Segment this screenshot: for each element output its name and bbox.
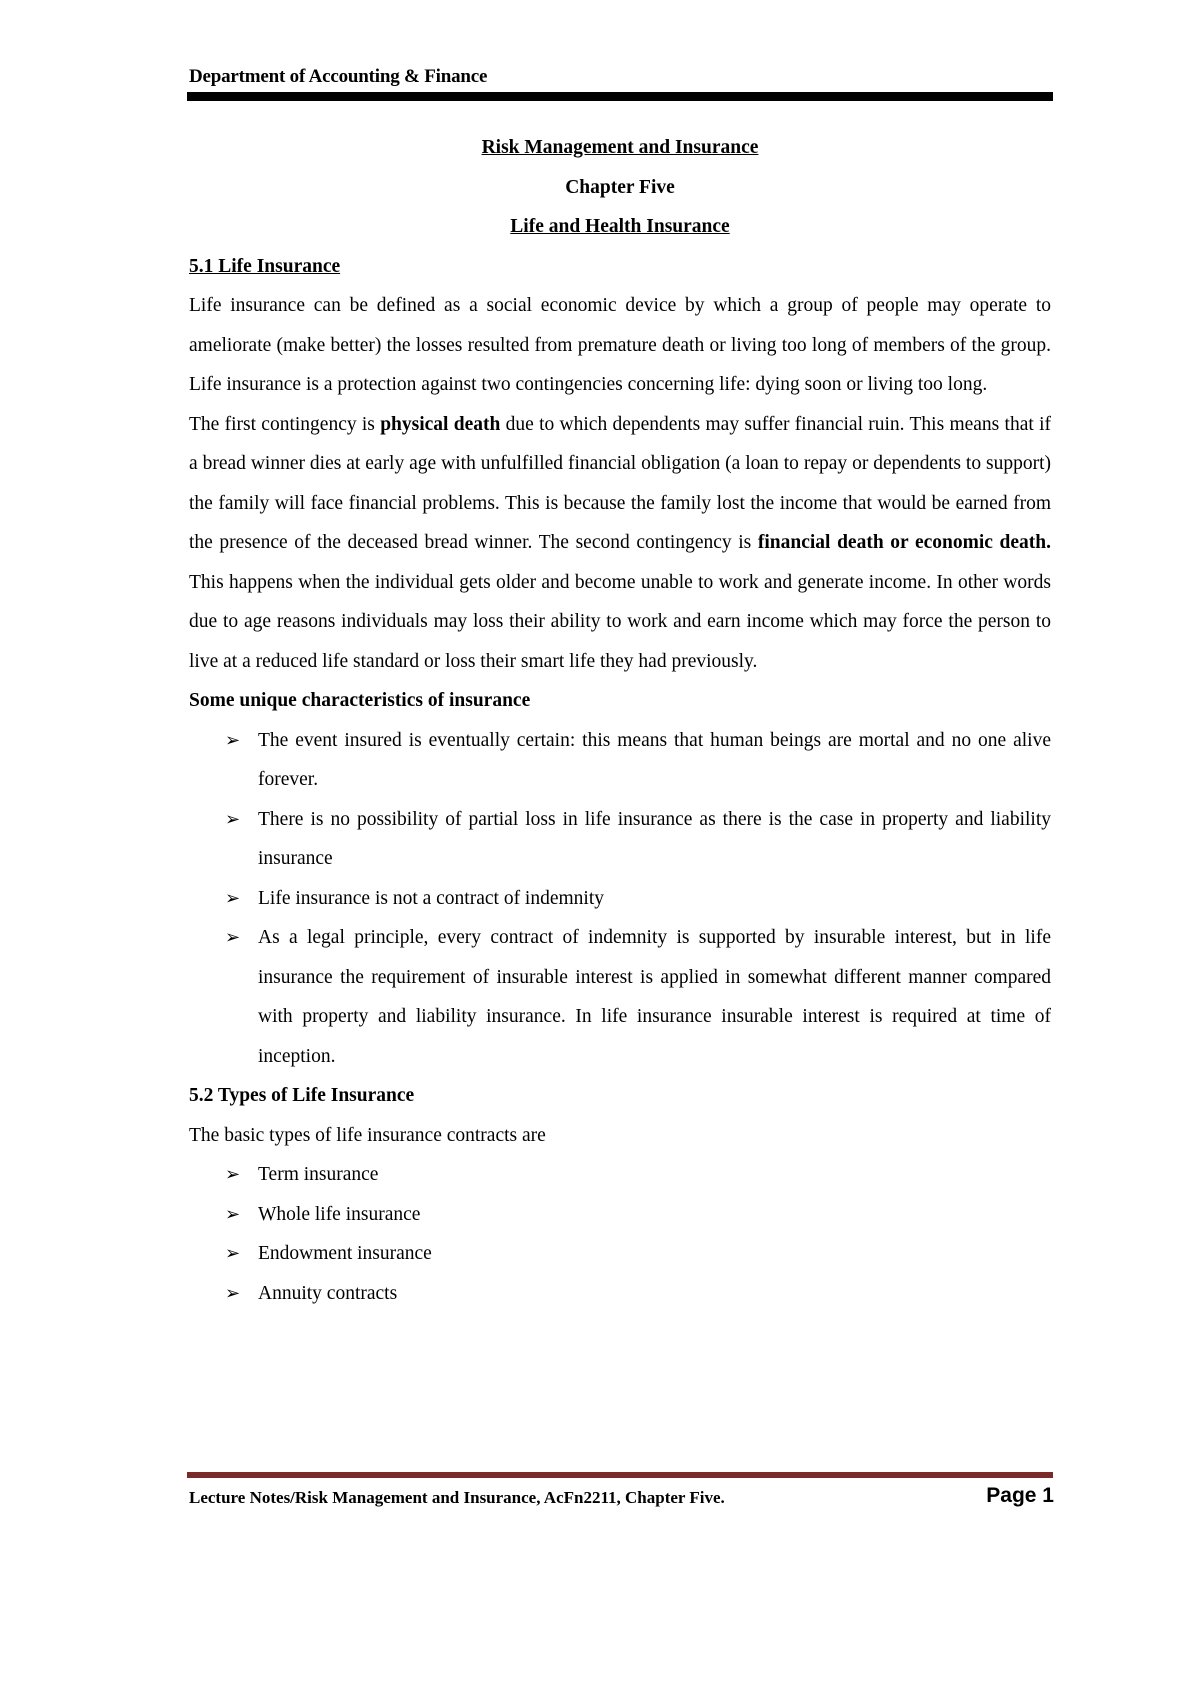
- list-item: [225, 879, 1051, 919]
- physical-death-term: physical death: [380, 413, 501, 435]
- course-title: Risk Management and Insurance: [481, 137, 759, 158]
- para2-text-e: This happens when the individual gets older and become unable to work and generate income. In other words due to age reasons individuals may loss their ability to work and earn income which may force the person to live at a reduced life standard or loss their smart life they had previously.: [189, 571, 1051, 672]
- arrow-bullet-icon: ➢: [225, 808, 241, 830]
- footer-rule: [187, 1472, 1053, 1478]
- list-item-text: Annuity contracts: [258, 1282, 398, 1304]
- para2-text-a: The first contingency is: [189, 413, 381, 435]
- section-5-2-intro: The basic types of life insurance contracts are: [189, 1124, 546, 1146]
- document-body: [189, 128, 1051, 1313]
- list-item-text: As a legal principle, every contract of indemnity is supported by insurable interest, but in life insurance the requirement of insurable interest is applied in somewhat different manner compared with property and liability insurance. In life insurance insurable interest is required at time of inception.: [258, 927, 1051, 1067]
- arrow-bullet-icon: ➢: [225, 1164, 241, 1185]
- section-5-1-paragraph-1: Life insurance can be defined as a social economic device by which a group of people may operate to ameliorate (make better) the losses resulted from premature death or living too long of members of the group. Life insurance is a protection against two contingencies concerning life: dying soon or living too long.: [189, 295, 1051, 395]
- list-item: [225, 1234, 1051, 1274]
- financial-death-term: financial death or economic death.: [757, 532, 1051, 553]
- arrow-bullet-icon: ➢: [225, 887, 241, 909]
- list-item: [225, 918, 1051, 1076]
- characteristics-list: [189, 721, 1051, 1077]
- list-item-text: Whole life insurance: [258, 1203, 421, 1225]
- list-item-text: Endowment insurance: [258, 1243, 432, 1264]
- list-item: [225, 1155, 1051, 1195]
- para2-text-c: due to which dependents may suffer financial ruin. This means that if a bread winner dies at early age with unfulfilled financial obligation (a loan to repay or dependents to support) the family will face financial problems. This is because the family lost the income that would be earned from the presence of the deceased bread winner. The second contingency is: [189, 413, 1051, 553]
- list-item-text: Term insurance: [258, 1164, 379, 1185]
- arrow-bullet-icon: ➢: [225, 1243, 241, 1264]
- list-item: [225, 800, 1051, 879]
- section-5-1-heading: 5.1 Life Insurance: [189, 255, 341, 277]
- topic-title: Life and Health Insurance: [510, 216, 730, 237]
- section-5-2-heading: 5.2 Types of Life Insurance: [189, 1085, 415, 1106]
- arrow-bullet-icon: ➢: [225, 729, 241, 751]
- arrow-bullet-icon: ➢: [225, 1203, 241, 1225]
- list-item-text: There is no possibility of partial loss in life insurance as there is the case in property and liability insurance: [258, 808, 1051, 869]
- footer-notes: Lecture Notes/Risk Management and Insurance, AcFn2211, Chapter Five.: [189, 1488, 725, 1507]
- arrow-bullet-icon: ➢: [225, 1282, 241, 1304]
- characteristics-heading: Some unique characteristics of insurance: [189, 690, 531, 711]
- life-insurance-types-list: [189, 1155, 1051, 1313]
- page-number: Page 1: [986, 1484, 1054, 1507]
- list-item-text: Life insurance is not a contract of indemnity: [258, 887, 605, 909]
- list-item: [225, 721, 1051, 800]
- header-rule: [187, 92, 1053, 101]
- arrow-bullet-icon: ➢: [225, 927, 241, 948]
- list-item: [225, 1195, 1051, 1235]
- chapter-title: Chapter Five: [565, 176, 675, 198]
- list-item-text: The event insured is eventually certain: this means that human beings are mortal and no one alive forever.: [258, 729, 1051, 790]
- department-header: Department of Accounting & Finance: [189, 66, 488, 87]
- list-item: [225, 1274, 1051, 1314]
- section-5-1-paragraph-2: [189, 405, 1051, 682]
